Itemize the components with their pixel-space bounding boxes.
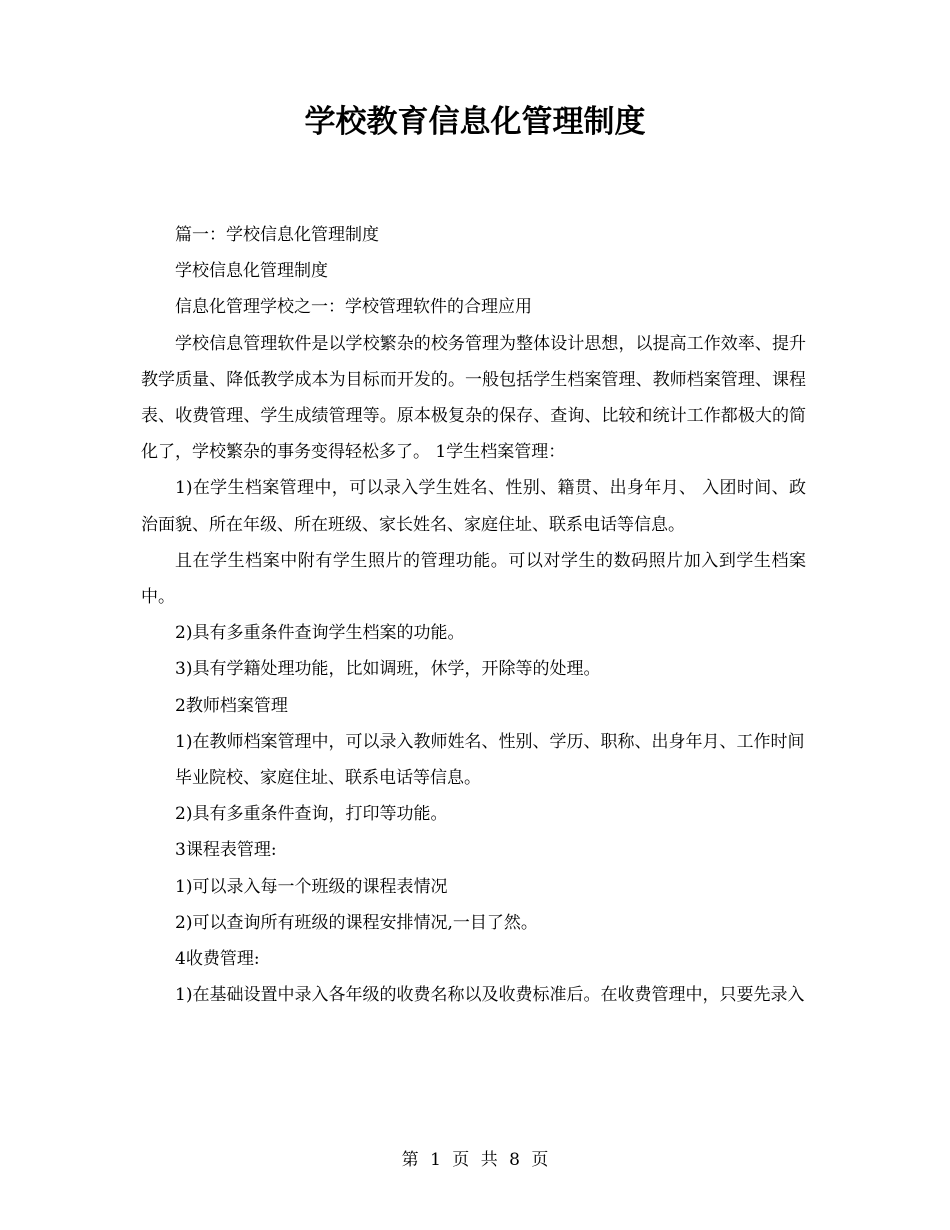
paragraph: 2)可以查询所有班级的课程安排情况,一目了然。 — [175, 912, 538, 933]
paragraph: 2)具有多重条件查询，打印等功能。 — [175, 804, 448, 825]
paragraph-subtitle: 学校信息化管理制度 — [175, 261, 328, 282]
paragraph: 1)可以录入每一个班级的课程表情况 — [175, 876, 448, 897]
paragraph: 1)在基础设置中录入各年级的收费名称以及收费标准后。在收费管理中，只要先录入 — [175, 985, 805, 1006]
paragraph-section-heading: 篇一：学校信息化管理制度 — [175, 225, 379, 245]
document-body — [141, 217, 806, 1013]
paragraph: 1)在教师档案管理中，可以录入教师姓名、性别、学历、职称、出身年月、工作时间 — [175, 731, 805, 752]
paragraph-heading: 2教师档案管理 — [175, 695, 288, 716]
paragraph: 3)具有学籍处理功能，比如调班，休学，开除等的处理。 — [175, 659, 601, 680]
paragraph: 学校信息管理软件是以学校繁杂的校务管理为整体设计思想，以提高工作效率、提升教学质量、降低教学成本为目标而开发的。一般包括学生档案管理、教师档案管理、课程表、收费管理、学生成绩管理等。原本极复杂的保存、查询、比较和统计工作都极大的简化了，学校繁杂的事务变得轻松多了。 1学生档案管理： — [141, 333, 806, 463]
paragraph: 毕业院校、家庭住址、联系电话等信息。 — [175, 768, 481, 789]
paragraph-topic: 信息化管理学校之一：学校管理软件的合理应用 — [175, 297, 532, 318]
paragraph: 1)在学生档案管理中，可以录入学生姓名、性别、籍贯、出身年月、 入团时间、政治面貌、所在年级、所在班级、家长姓名、家庭住址、联系电话等信息。 — [141, 478, 806, 535]
paragraph: 且在学生档案中附有学生照片的管理功能。可以对学生的数码照片加入到学生档案中。 — [141, 550, 806, 608]
page-number-footer: 第 1 页 共 8 页 — [401, 1150, 549, 1170]
document-title: 学校教育信息化管理制度 — [304, 104, 646, 140]
paragraph-heading: 4收费管理: — [175, 949, 260, 970]
paragraph: 2)具有多重条件查询学生档案的功能。 — [175, 623, 465, 644]
paragraph-heading: 3课程表管理: — [175, 840, 277, 861]
